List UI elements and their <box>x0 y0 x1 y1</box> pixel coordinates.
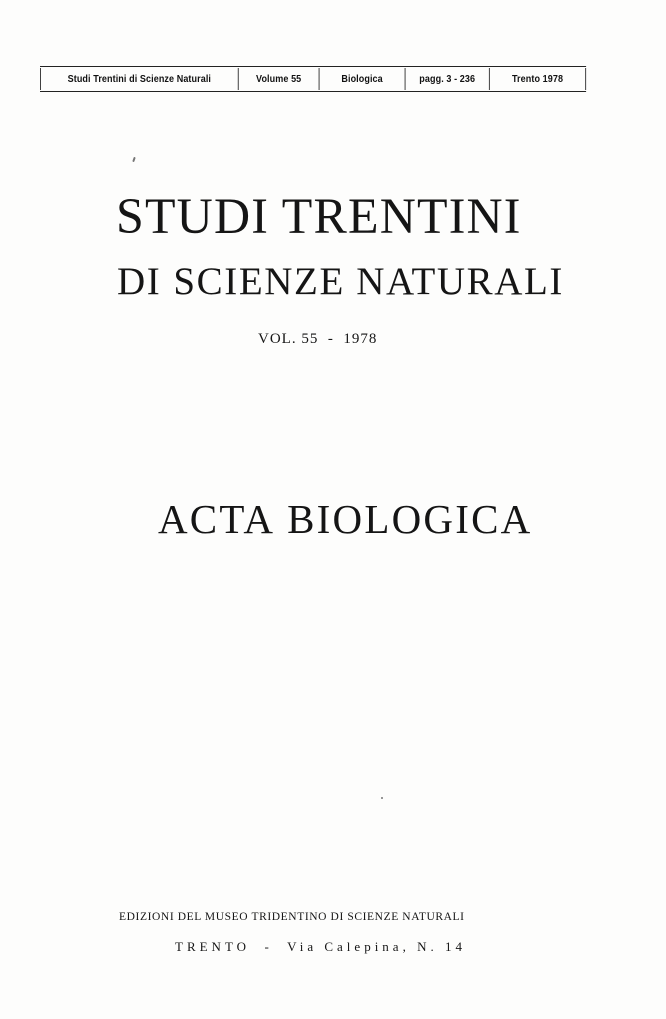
journal-title-line-2-part-1: DI <box>117 260 162 303</box>
journal-title-line-1: STUDI TRENTINI <box>116 189 522 245</box>
header-place-year: Trento 1978 <box>489 68 586 90</box>
header-strip <box>40 66 586 92</box>
journal-title-line-2-part-2: SCIENZE NATURALI <box>173 260 565 303</box>
section-title-part-1: ACTA <box>158 496 276 542</box>
header-section: Biologica <box>319 68 405 90</box>
header-pages: pagg. 3 - 236 <box>405 68 489 90</box>
publisher-line: EDIZIONI DEL MUSEO TRIDENTINO DI SCIENZE NATURALI <box>119 911 465 923</box>
header-volume: Volume 55 <box>238 68 319 90</box>
scan-speck <box>132 157 136 162</box>
volume-year-line: VOL. 55 - 1978 <box>258 331 378 347</box>
scan-speck <box>381 797 383 799</box>
section-title <box>158 495 532 543</box>
journal-title-line-2 <box>117 259 564 304</box>
header-journal: Studi Trentini di Scienze Naturali <box>40 68 238 90</box>
publisher-address: TRENTO - Via Calepina, N. 14 <box>175 939 466 954</box>
section-title-part-2: BIOLOGICA <box>287 496 533 542</box>
